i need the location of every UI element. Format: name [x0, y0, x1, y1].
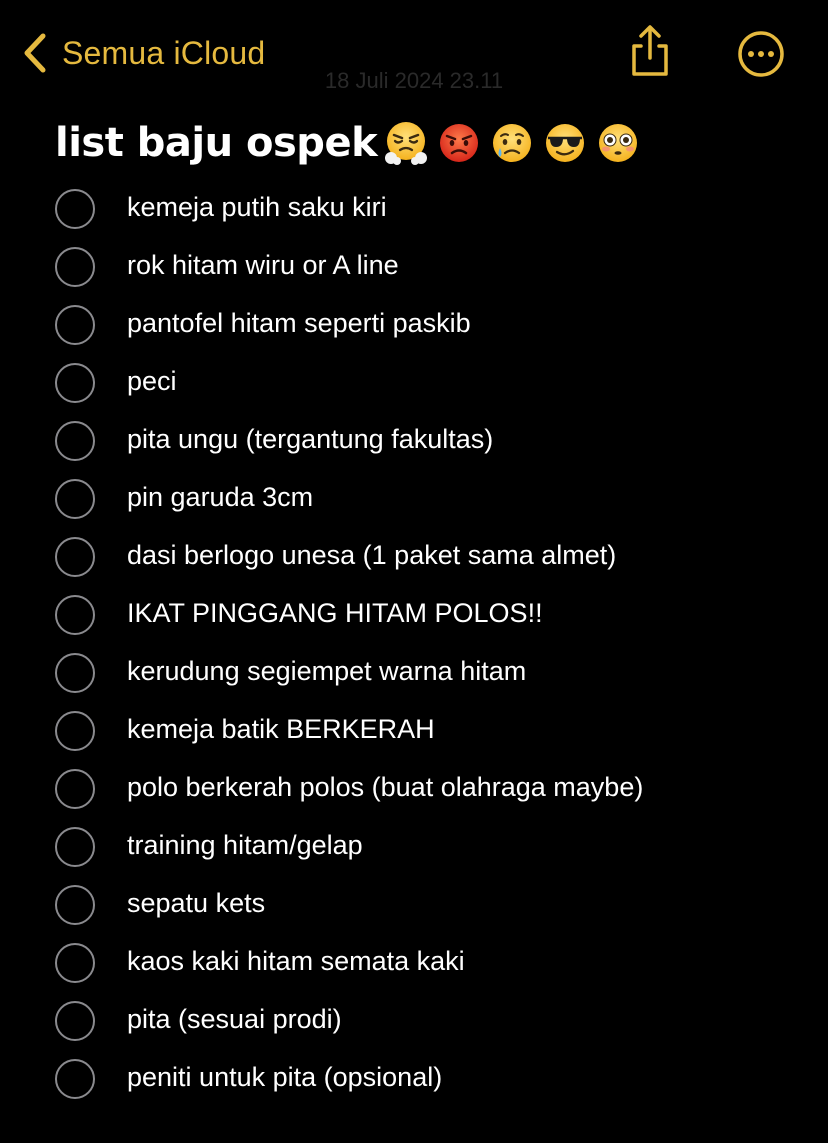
checkbox-circle[interactable]: [55, 421, 95, 461]
checkbox-circle[interactable]: [55, 595, 95, 635]
checkbox-circle[interactable]: [55, 247, 95, 287]
checklist: [0, 182, 828, 1110]
checklist-item-text[interactable]: IKAT PINGGANG HITAM POLOS!!: [127, 598, 543, 628]
checklist-item-text[interactable]: pita ungu (tergantung fakultas): [127, 424, 494, 454]
checklist-item-text[interactable]: kerudung segiempet warna hitam: [127, 656, 527, 686]
checklist-item: [0, 298, 828, 356]
checklist-item: [0, 762, 828, 820]
checkbox-circle[interactable]: [55, 943, 95, 983]
checklist-item: [0, 936, 828, 994]
checkbox-circle[interactable]: [55, 479, 95, 519]
checklist-item: [0, 704, 828, 762]
checklist-item: [0, 878, 828, 936]
note-title[interactable]: list baju ospek: [55, 120, 378, 166]
checklist-item-text[interactable]: rok hitam wiru or A line: [127, 250, 399, 280]
flushed-face-emoji-icon: [595, 120, 641, 166]
checklist-item-text[interactable]: kemeja batik BERKERAH: [127, 714, 435, 744]
note-title-row[interactable]: [55, 112, 648, 174]
checklist-item: [0, 1052, 828, 1110]
checklist-item: [0, 588, 828, 646]
checklist-item-text[interactable]: kemeja putih saku kiri: [127, 192, 387, 222]
checkbox-circle[interactable]: [55, 537, 95, 577]
checkbox-circle[interactable]: [55, 363, 95, 403]
checklist-item: [0, 414, 828, 472]
title-emojis: [383, 120, 648, 166]
checklist-item-text[interactable]: peci: [127, 366, 177, 396]
note-timestamp: 18 Juli 2024 23.11: [324, 68, 504, 93]
checklist-item: [0, 820, 828, 878]
checklist-item: [0, 530, 828, 588]
checklist-item-text[interactable]: training hitam/gelap: [127, 830, 363, 860]
checklist-item-text[interactable]: kaos kaki hitam semata kaki: [127, 946, 465, 976]
checklist-item-text[interactable]: pantofel hitam seperti paskib: [127, 308, 471, 338]
checkbox-circle[interactable]: [55, 1059, 95, 1099]
checkbox-circle[interactable]: [55, 769, 95, 809]
checklist-item-text[interactable]: peniti untuk pita (opsional): [127, 1062, 443, 1092]
checklist-item: [0, 472, 828, 530]
crying-face-emoji-icon: [489, 120, 535, 166]
checklist-item: [0, 646, 828, 704]
checklist-item-text[interactable]: dasi berlogo unesa (1 paket sama almet): [127, 540, 617, 570]
checkbox-circle[interactable]: [55, 189, 95, 229]
checkbox-circle[interactable]: [55, 653, 95, 693]
checkbox-circle[interactable]: [55, 827, 95, 867]
checklist-item: [0, 240, 828, 298]
checklist-item: [0, 182, 828, 240]
checkbox-circle[interactable]: [55, 305, 95, 345]
checkbox-circle[interactable]: [55, 711, 95, 751]
back-button-label: Semua iCloud: [62, 34, 266, 71]
face-with-steam-emoji-icon: [383, 120, 429, 166]
pouting-face-emoji-icon: [436, 120, 482, 166]
checklist-item-text[interactable]: pita (sesuai prodi): [127, 1004, 342, 1034]
checklist-item-text[interactable]: pin garuda 3cm: [127, 482, 314, 512]
checklist-item: [0, 356, 828, 414]
checklist-item: [0, 994, 828, 1052]
checkbox-circle[interactable]: [55, 1001, 95, 1041]
checklist-item-text[interactable]: sepatu kets: [127, 888, 266, 918]
sunglasses-face-emoji-icon: [542, 120, 588, 166]
checkbox-circle[interactable]: [55, 885, 95, 925]
checklist-item-text[interactable]: polo berkerah polos (buat olahraga maybe): [127, 772, 644, 802]
